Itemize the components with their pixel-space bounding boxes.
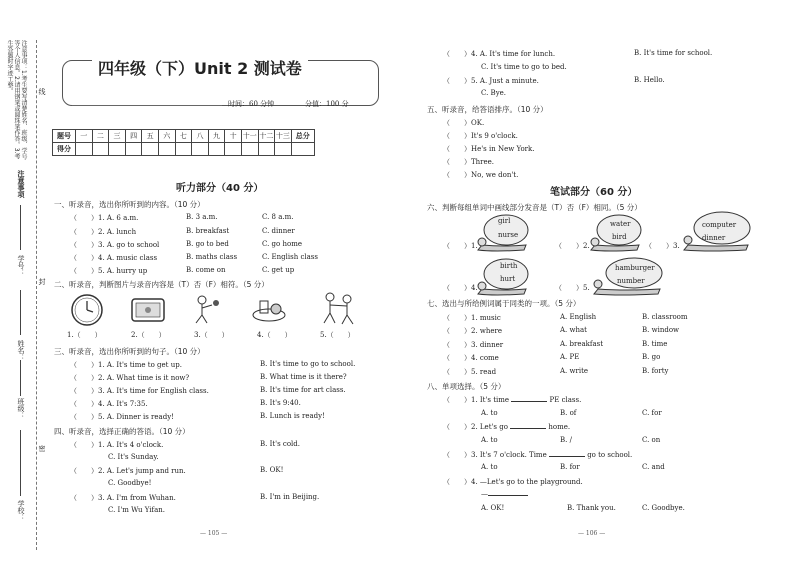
s2-blank-4[interactable]: 4.（ ） xyxy=(257,331,292,339)
score-input-cell[interactable] xyxy=(175,143,192,156)
seal-secret-char: 密 xyxy=(38,445,46,452)
s5-item-4: （ ）Three. xyxy=(443,158,495,166)
table-cell: 十 xyxy=(225,130,242,143)
s8-q3-opt-b: B. for xyxy=(560,463,580,471)
s1-q3-c: C. go home xyxy=(262,240,302,248)
s8-q3-opt-a: A. to xyxy=(481,463,498,471)
s4-q2-c: C. Goodbye! xyxy=(108,479,152,487)
s7-q2-b: B. window xyxy=(642,326,680,334)
side-line-class xyxy=(20,360,21,396)
table-cell: 十一 xyxy=(241,130,258,143)
s8-q4-opt-c: C. Goodbye. xyxy=(642,504,685,512)
s1-q2-c: C. dinner xyxy=(262,227,295,235)
s8-q3 xyxy=(443,450,632,460)
breakfast-icon xyxy=(250,293,288,325)
s3-q1-a: （ ）1. A. It's time to get up. xyxy=(70,361,182,369)
s1-q1-c: C. 8 a.m. xyxy=(262,213,294,221)
s8-q4-reply xyxy=(481,490,528,498)
s8-q4-opt-a: A. OK! xyxy=(481,504,505,512)
side-line-id xyxy=(20,205,21,250)
section-7-heading: 七、选出与所给例词属于同类的一项。（5 分） xyxy=(427,299,581,308)
table-cell: 得分 xyxy=(53,143,76,156)
listening-header: 听力部分（40 分） xyxy=(176,183,264,194)
table-cell: 总分 xyxy=(291,130,314,143)
s8-q3-tail: go to school. xyxy=(587,451,633,459)
seal-line-char: 线 xyxy=(38,88,46,95)
side-label-notes: 注意事项 xyxy=(17,170,25,198)
s1-q4: （ ）4. A. music class xyxy=(70,254,158,262)
table-cell: 三 xyxy=(109,130,126,143)
score-input-cell[interactable] xyxy=(275,143,292,156)
s4-q2-b: B. OK! xyxy=(260,466,284,474)
score-input-cell[interactable] xyxy=(192,143,209,156)
r4-q5-c: C. Bye. xyxy=(481,89,507,97)
s7-q1-b: B. classroom xyxy=(642,313,688,321)
s2-blank-2[interactable]: 2.（ ） xyxy=(131,331,166,339)
s6-item-4-word-1: birth xyxy=(500,262,518,270)
s8-q2-opt-b: B. / xyxy=(560,436,572,444)
title-underline xyxy=(72,105,222,106)
students-icon xyxy=(320,291,358,325)
s4-q1-b: B. It's cold. xyxy=(260,440,300,448)
s6-item-2-word-2: bird xyxy=(612,233,627,241)
table-cell: 十三 xyxy=(275,130,292,143)
s7-q2-a: A. what xyxy=(560,326,587,334)
score-table-header-row xyxy=(53,130,315,143)
score-input-cell[interactable] xyxy=(225,143,242,156)
s4-q1-c: C. It's Sunday. xyxy=(108,453,159,461)
score-input-cell[interactable] xyxy=(92,143,109,156)
s5-item-3: （ ）He's in New York. xyxy=(443,145,535,153)
s3-q5-a: （ ）5. A. Dinner is ready! xyxy=(70,413,174,421)
s6-item-1-word-2: nurse xyxy=(498,231,519,239)
s8-q1-tail: PE class. xyxy=(549,396,582,404)
s7-q1: （ ）1. music xyxy=(443,314,501,322)
s6-item-2-word-1: water xyxy=(610,220,631,228)
s4-q2-a: （ ）2. A. Let's jump and run. xyxy=(70,467,186,475)
s2-blank-3[interactable]: 3.（ ） xyxy=(194,331,229,339)
s8-q2-stem: （ ）2. Let's go xyxy=(443,423,508,431)
section-5-heading: 五、听录音，给答语排序。（10 分） xyxy=(427,105,548,114)
s1-q4-c: C. English class xyxy=(262,253,318,261)
s3-q3-a: （ ）3. A. It's time for English class. xyxy=(70,387,209,395)
page-number-left: — 105 — xyxy=(200,530,228,537)
s5-item-5: （ ）No, we don't. xyxy=(443,171,519,179)
table-cell: 四 xyxy=(125,130,142,143)
s6-item-5-word-1: hamburger xyxy=(615,264,655,272)
side-line-name xyxy=(20,290,21,335)
section-4-heading: 四、听录音，选择正确的答语。（10 分） xyxy=(54,427,190,436)
clock-icon xyxy=(70,293,104,327)
answer-blank[interactable] xyxy=(510,428,546,429)
s6-item-4-label: （ ）4. xyxy=(443,284,478,292)
r4-q5-b: B. Hello. xyxy=(634,76,665,84)
s3-q4-b: B. It's 9:40. xyxy=(260,399,301,407)
s1-q3-b: B. go to bed xyxy=(186,240,229,248)
exam-time: 时间：60 分钟 xyxy=(228,100,275,108)
s8-q4: （ ）4. —Let's go to the playground. xyxy=(443,478,583,486)
section-1-heading: 一、听录音，选出你所听到的内容。（10 分） xyxy=(54,200,205,209)
r4-q4-a: （ ）4. A. It's time for lunch. xyxy=(443,50,556,58)
s7-q5: （ ）5. read xyxy=(443,368,497,376)
s8-q2-tail: home. xyxy=(548,423,571,431)
s7-q4: （ ）4. come xyxy=(443,354,499,362)
s6-item-1-word-1: girl xyxy=(498,217,511,225)
s3-q1-b: B. It's time to go to school. xyxy=(260,360,356,368)
s7-q5-b: B. forty xyxy=(642,367,669,375)
s1-q5-c: C. get up xyxy=(262,266,295,274)
s1-q2: （ ）2. A. lunch xyxy=(70,228,137,236)
exam-score: 分值：100 分 xyxy=(305,100,349,108)
s6-item-3-label: （ ）3. xyxy=(645,242,680,250)
s1-q1-b: B. 3 a.m. xyxy=(186,213,218,221)
s1-q5-b: B. come on xyxy=(186,266,226,274)
s7-q1-a: A. English xyxy=(560,313,597,321)
s6-item-3-word-1: computer xyxy=(702,221,737,229)
score-input-cell[interactable] xyxy=(158,143,175,156)
score-input-cell[interactable] xyxy=(142,143,159,156)
s5-item-1: （ ）OK. xyxy=(443,119,485,127)
table-cell: 一 xyxy=(76,130,93,143)
s8-q4-opt-b: B. Thank you. xyxy=(567,504,616,512)
s1-q5: （ ）5. A. hurry up xyxy=(70,267,148,275)
tv-icon xyxy=(130,296,166,324)
s3-q4-a: （ ）4. A. It's 7:35. xyxy=(70,400,148,408)
s8-q3-stem: （ ）3. It's 7 o'clock. Time xyxy=(443,451,547,459)
binding-line xyxy=(36,40,37,550)
s7-q3-b: B. time xyxy=(642,340,668,348)
writing-header: 笔试部分（60 分） xyxy=(550,187,638,198)
s3-q3-b: B. It's time for art class. xyxy=(260,386,346,394)
answer-blank[interactable] xyxy=(549,456,585,457)
s4-q3-b: B. I'm in Beijing. xyxy=(260,493,320,501)
score-input-cell[interactable] xyxy=(241,143,258,156)
s4-q3-c: C. I'm Wu Yifan. xyxy=(108,506,165,514)
answer-blank[interactable] xyxy=(488,495,528,496)
section-6-heading: 六、判断每组单词中画线部分发音是（T）否（F）相同。（5 分） xyxy=(427,203,642,212)
section-8-heading: 八、单项选择。（5 分） xyxy=(427,382,506,391)
section-3-heading: 三、听录音，选出你所听到的句子。（10 分） xyxy=(54,347,205,356)
s7-q2: （ ）2. where xyxy=(443,327,503,335)
side-notes: 注意事项：1.考生要写清楚姓名、班级、学号等个人信息。2.请用钢笔或圆珠笔作答。3.考生答题时字迹工整。 xyxy=(6,40,27,160)
s2-blank-5[interactable]: 5.（ ） xyxy=(320,331,355,339)
s8-q2-opt-a: A. to xyxy=(481,436,498,444)
score-table xyxy=(52,129,315,156)
s3-q2-a: （ ）2. A. What time is it now? xyxy=(70,374,190,382)
table-cell: 九 xyxy=(208,130,225,143)
score-table-score-row xyxy=(53,143,315,156)
side-line-school xyxy=(20,430,21,496)
table-cell: 题号 xyxy=(53,130,76,143)
s4-q1-a: （ ）1. A. It's 4 o'clock. xyxy=(70,441,164,449)
s6-item-4-word-2: hurt xyxy=(500,275,516,283)
side-label-class: 班级： xyxy=(17,398,25,419)
snail-icon xyxy=(590,254,664,298)
s1-q2-b: B. breakfast xyxy=(186,227,230,235)
page-title: 四年级（下）Unit 2 测试卷 xyxy=(92,56,308,79)
s2-blank-1[interactable]: 1.（ ） xyxy=(67,331,102,339)
s7-q3-a: A. breakfast xyxy=(560,340,604,348)
s4-q3-a: （ ）3. A. I'm from Wuhan. xyxy=(70,494,176,502)
s8-q1-stem: （ ）1. It's time xyxy=(443,396,510,404)
s3-q2-b: B. What time is it there? xyxy=(260,373,347,381)
score-input-cell[interactable] xyxy=(76,143,93,156)
s8-q1-opt-c: C. for xyxy=(642,409,662,417)
s5-item-2: （ ）It's 9 o'clock. xyxy=(443,132,518,140)
s3-q5-b: B. Lunch is ready! xyxy=(260,412,325,420)
table-cell: 八 xyxy=(192,130,209,143)
s8-q1-opt-b: B. of xyxy=(560,409,577,417)
snail-icon xyxy=(680,208,752,254)
s6-item-5-word-2: number xyxy=(617,277,645,285)
s8-q1-opt-a: A. to xyxy=(481,409,498,417)
side-label-name: 姓名： xyxy=(17,340,25,361)
table-cell: 十二 xyxy=(258,130,275,143)
seal-seal-char: 封 xyxy=(38,278,46,285)
table-cell: 五 xyxy=(142,130,159,143)
score-input-cell[interactable] xyxy=(258,143,275,156)
s6-item-1-label: （ ）1. xyxy=(443,242,478,250)
score-input-cell[interactable] xyxy=(109,143,126,156)
r4-q4-c: C. It's time to go to bed. xyxy=(481,63,567,71)
s8-q2 xyxy=(443,422,570,432)
s6-item-3-word-2: dinner xyxy=(702,234,726,242)
s8-q4-dash: — xyxy=(481,490,488,498)
s8-q2-opt-c: C. on xyxy=(642,436,661,444)
table-cell: 六 xyxy=(158,130,175,143)
s7-q5-a: A. write xyxy=(560,367,589,375)
s1-q3: （ ）3. A. go to school xyxy=(70,241,160,249)
table-cell: 二 xyxy=(92,130,109,143)
s8-q1 xyxy=(443,395,581,405)
score-input-cell[interactable] xyxy=(125,143,142,156)
s6-item-5-label: （ ）5. xyxy=(555,284,590,292)
page-number-right: — 106 — xyxy=(578,530,606,537)
s7-q3: （ ）3. dinner xyxy=(443,341,504,349)
s1-q4-b: B. maths class xyxy=(186,253,238,261)
s7-q4-a: A. PE xyxy=(560,353,580,361)
kids-playing-icon xyxy=(190,293,224,325)
s6-item-2-label: （ ）2. xyxy=(555,242,590,250)
score-input-cell[interactable] xyxy=(291,143,314,156)
s7-q4-b: B. go xyxy=(642,353,661,361)
answer-blank[interactable] xyxy=(511,401,547,402)
section-2-heading: 二、听录音，判断图片与录音内容是（T）否（F）相符。（5 分） xyxy=(54,280,269,289)
side-label-id: 学号： xyxy=(17,255,25,276)
r4-q5-a: （ ）5. A. Just a minute. xyxy=(443,77,539,85)
table-cell: 七 xyxy=(175,130,192,143)
r4-q4-b: B. It's time for school. xyxy=(634,49,713,57)
s8-q3-opt-c: C. and xyxy=(642,463,665,471)
side-label-school: 学校： xyxy=(17,500,25,521)
score-input-cell[interactable] xyxy=(208,143,225,156)
s1-q1: （ ）1. A. 6 a.m. xyxy=(70,214,139,222)
